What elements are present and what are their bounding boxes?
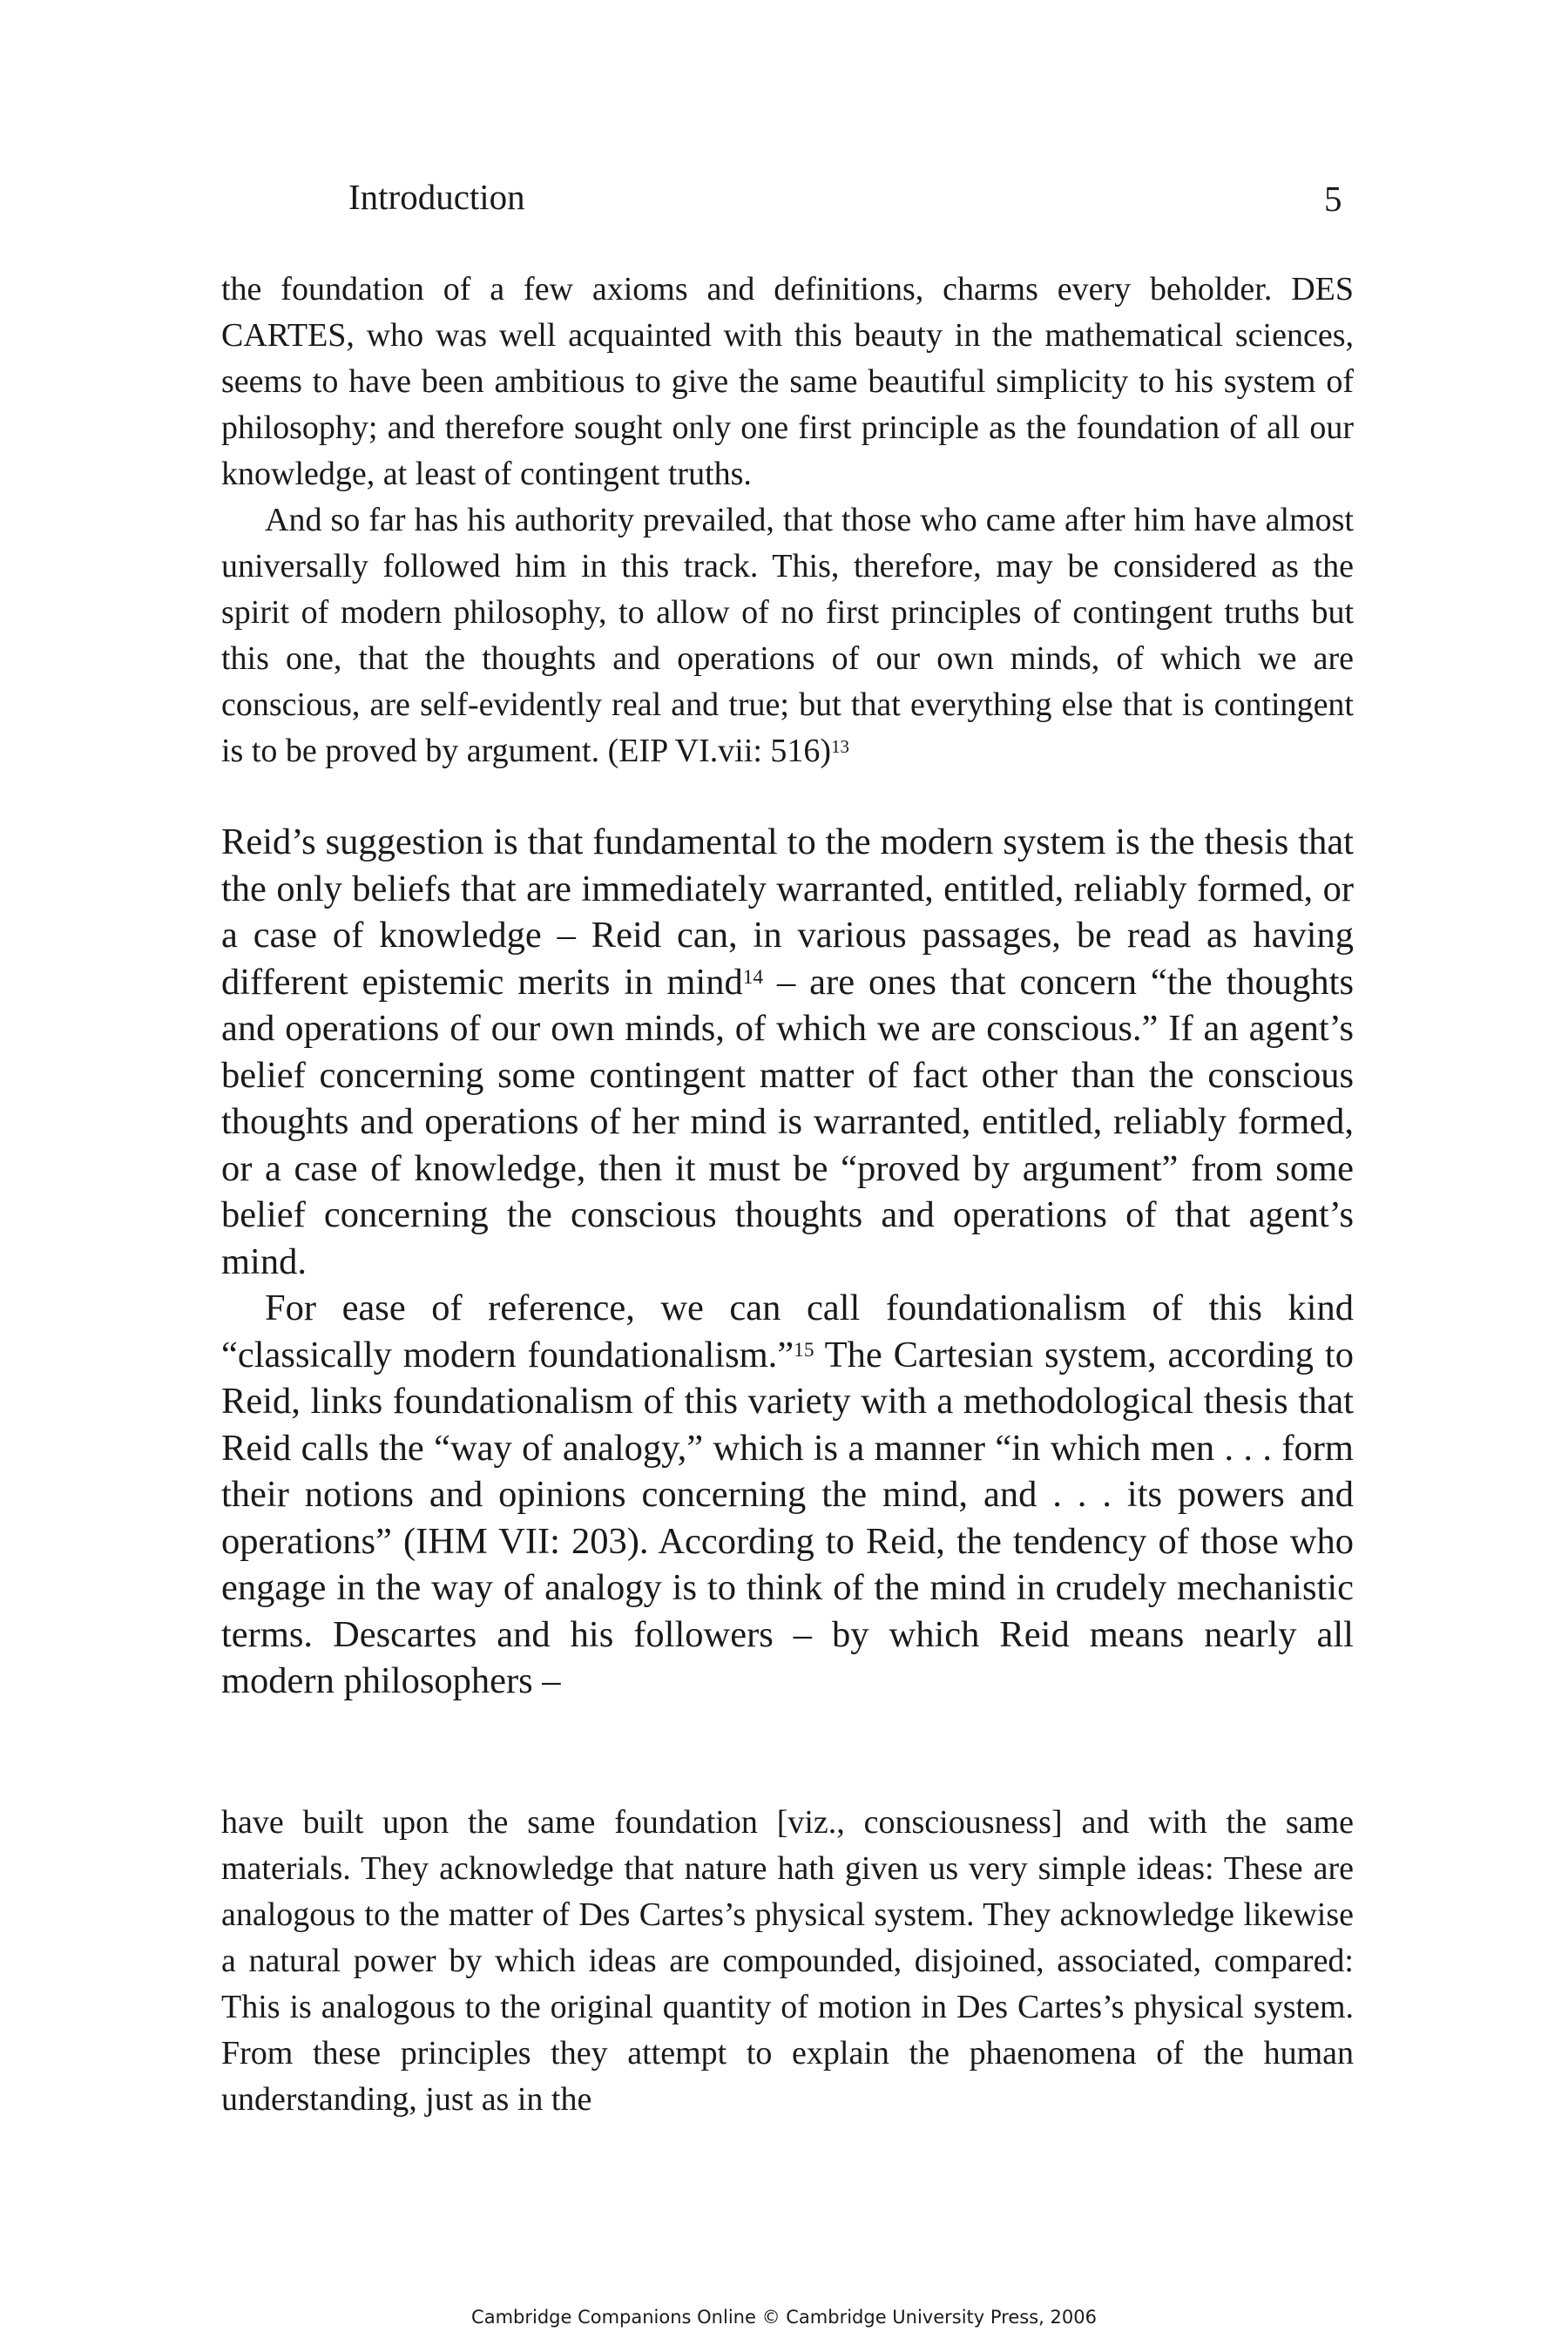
running-head-title: Introduction (348, 177, 525, 217)
body-text: Reid’s suggestion is that fundamental to the modern system is the thesis that the only beliefs that are immediately warranted, entitled, reliably formed, or a case of knowledge – Reid can, in various passages, be read as having different epistemic merits in mind (221, 821, 1354, 1003)
page-number: 5 (1324, 179, 1342, 219)
copyright-footer: Cambridge Companions Online © Cambridge University Press, 2006 (471, 2307, 1097, 2328)
footnote-reference: 15 (794, 1338, 814, 1362)
body-paragraph (221, 1285, 1354, 1705)
block-quote-1 (221, 267, 1354, 774)
body-paragraph (221, 819, 1354, 1285)
block-quote-2 (221, 1800, 1354, 2123)
quote-paragraph-text: And so far has his authority prevailed, that those who came after him have almost universally followed him in this track. This, therefore, may be considered as the spirit of modern philosophy, to allow of no first principles of contingent truths but this one, that the thoughts and operations of our own minds, of which we are conscious, are self-evidently real and true; but that everything else that is contingent is to be proved by argument. (EIP VI.vii: 516) (221, 502, 1354, 769)
body-text: For ease of reference, we can call foundationalism of this kind “classically modern foundationalism.” (221, 1288, 1354, 1375)
footnote-reference: 14 (742, 965, 764, 989)
quote-paragraph: have built upon the same foundation [viz., consciousness] and with the same materials. They acknowledge that nature hath given us very simple ideas: These are analogous to the matter of Des Cartes’s physical system. They acknowledge likewise a natural power by which ideas are compounded, disjoined, associated, compared: This is analogous to the original quantity of motion in Des Cartes’s physical system. From these principles they attempt to explain the phaenomena of the human understanding, just as in the (221, 1804, 1354, 2118)
body-text: – are ones that concern “the thoughts and operations of our own minds, of which we are conscious.” If an agent’s belief concerning some contingent matter of fact other than the conscious thoughts and operations of her mind is warranted, entitled, reliably formed, or a case of knowledge, then it must be “proved by argument” from some belief concerning the conscious thoughts and operations of that agent’s mind. (221, 961, 1354, 1282)
quote-paragraph (221, 497, 1354, 774)
body-text: The Cartesian system, according to Reid, links foundationalism of this variety with a methodological thesis that Reid calls the “way of analogy,” which is a manner “in which men . . . form their notions and opinions concerning the mind, and . . . its powers and operations” (IHM VII: 203). According to Reid, the tendency of those who engage in the way of analogy is to think of the mind in crudely mechanistic terms. Descartes and his followers – by which Reid means nearly all modern philosophers – (221, 1334, 1354, 1701)
footnote-reference: 13 (831, 735, 849, 757)
quote-paragraph: the foundation of a few axioms and definitions, charms every beholder. DES CARTES, who was well acquainted with this beauty in the mathematical sciences, seems to have been ambitious to give the same beautiful simplicity to his system of philosophy; and therefore sought only one first principle as the foundation of all our knowledge, at least of contingent truths. (221, 271, 1354, 492)
main-text (221, 819, 1354, 1705)
